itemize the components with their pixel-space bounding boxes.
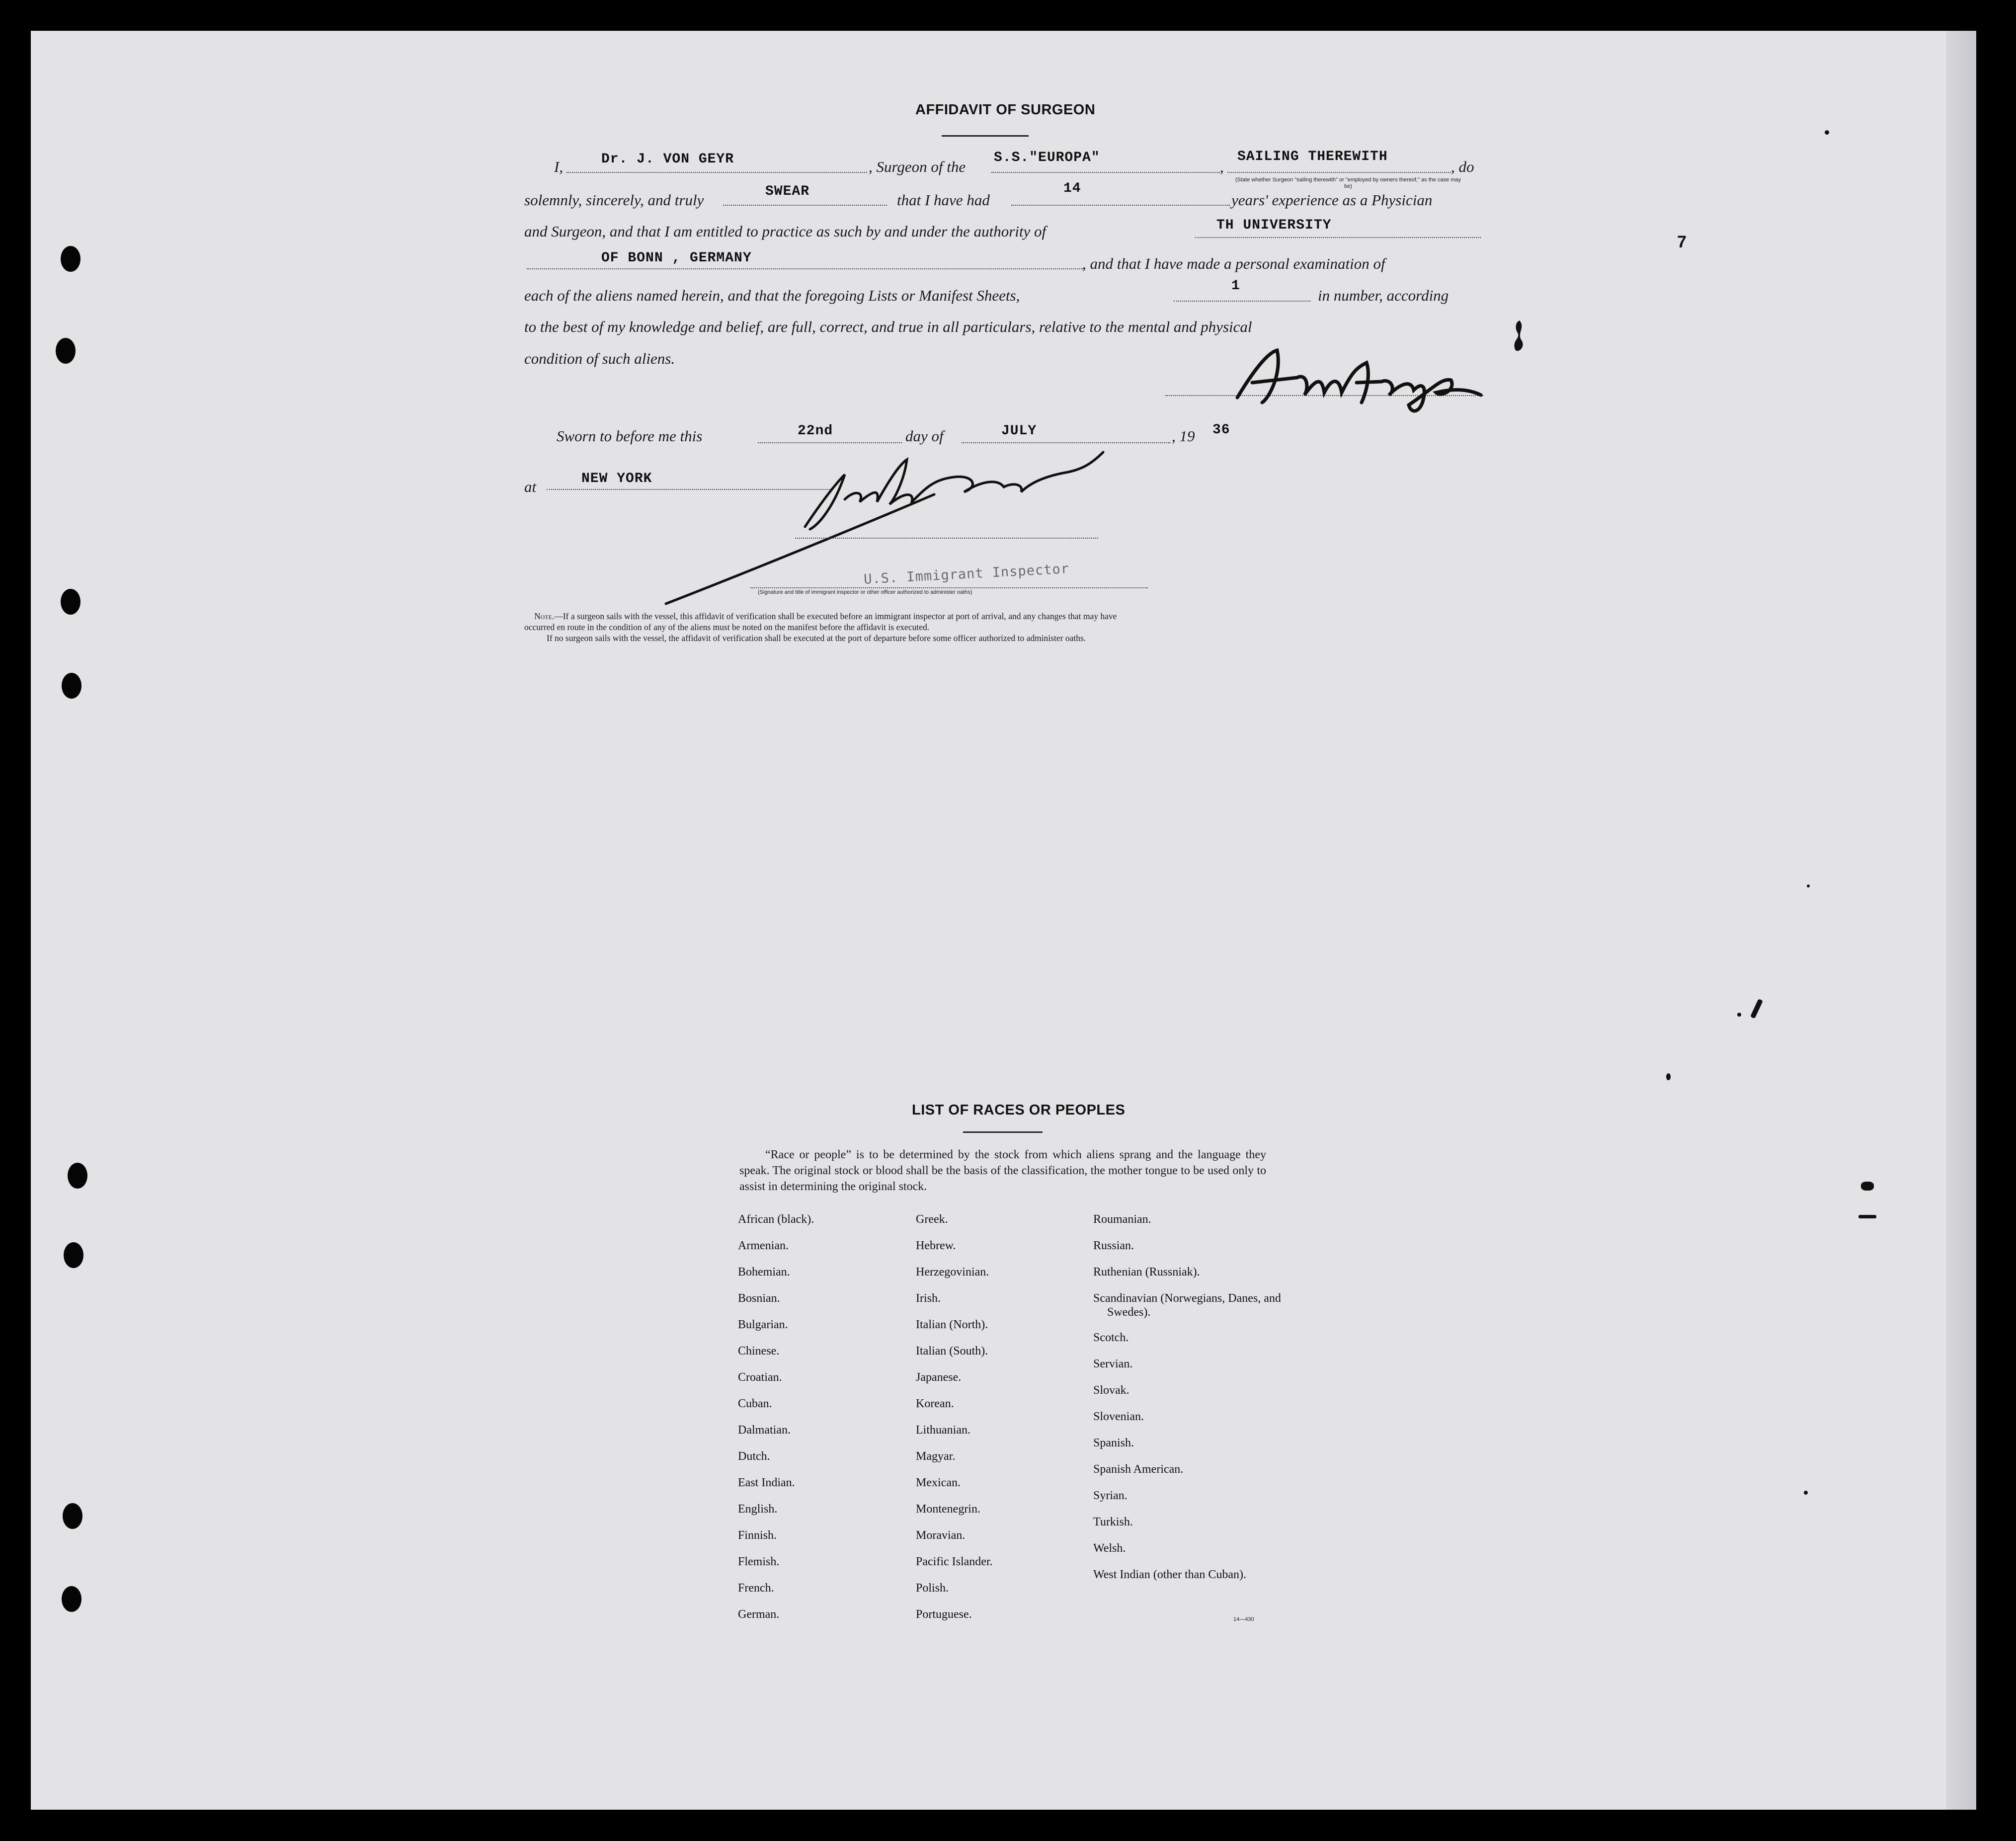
race-item: Slovak. [1093, 1384, 1129, 1397]
sheets-value: 1 [1231, 278, 1240, 294]
aliens-label: each of the aliens named herein, and that the foregoing Lists or Manifest Sheets, [524, 287, 1020, 304]
race-item: Irish. [916, 1292, 941, 1305]
experience-label: years' experience as a Physician [1231, 191, 1433, 209]
authority-value-1: TH UNIVERSITY [1216, 218, 1332, 233]
belief-label: to the best of my knowledge and belief, are full, correct, and true in all particulars, relative to the mental and physical [524, 318, 1252, 335]
page-mark: 7 [1677, 233, 1687, 251]
race-item: Chinese. [738, 1345, 780, 1358]
sailing-line [1227, 172, 1451, 173]
sailing-status: SAILING THEREWITH [1237, 149, 1388, 164]
race-item: Pacific Islander. [916, 1555, 993, 1568]
ink-blot [1511, 318, 1531, 358]
oath-word: SWEAR [765, 184, 810, 199]
note-label: Note. [534, 611, 555, 621]
inspector-caption: (Signature and title of immigrant inspector or other officer authorized to administer oaths) [758, 589, 972, 595]
authority-line-1 [1195, 237, 1481, 238]
title-rule [942, 135, 1029, 137]
race-item: Bosnian. [738, 1292, 780, 1305]
punch-hole [62, 1586, 81, 1612]
years-line [1011, 205, 1230, 206]
inspector-title-line [750, 587, 1148, 588]
sworn-day-line [758, 442, 902, 443]
sworn-label: Sworn to before me this [557, 427, 703, 445]
race-item: Bulgarian. [738, 1318, 788, 1331]
race-item: Scandinavian (Norwegians, Danes, and Swedes). [1093, 1292, 1281, 1319]
sheet-edge [1946, 31, 1976, 1810]
i-label: I, [554, 158, 564, 175]
race-item: Cuban. [738, 1397, 772, 1410]
race-item: English. [738, 1503, 778, 1516]
race-item: French. [738, 1582, 774, 1595]
year-suffix: 36 [1212, 422, 1230, 438]
race-item: West Indian (other than Cuban). [1093, 1568, 1246, 1581]
affidavit-title: AFFIDAVIT OF SURGEON [915, 102, 1096, 118]
races-title-rule [963, 1131, 1043, 1133]
surgeon-of-label: , Surgeon of the [869, 158, 966, 175]
note-line-1 [534, 611, 1117, 622]
inspector-stamp: U.S. Immigrant Inspector [863, 561, 1070, 587]
ink-speck [1861, 1182, 1874, 1191]
races-intro: “Race or people” is to be determined by the stock from which aliens sprang and the language they speak. The original stock or blood shall be the basis of the classification, the mother tongue to be used only to assist in determining the original stock. [739, 1148, 1266, 1193]
race-item: Japanese. [916, 1371, 962, 1384]
note-text-1: —If a surgeon sails with the vessel, this affidavit of verification shall be executed before an immigrant inspector at port of arrival, and any changes that may have [554, 611, 1117, 621]
race-item: Croatian. [738, 1371, 782, 1384]
race-item: Scotch. [1093, 1331, 1129, 1344]
sheets-line [1174, 301, 1310, 302]
punch-hole [61, 246, 81, 272]
sworn-month: JULY [1001, 423, 1037, 439]
race-item: Bohemian. [738, 1266, 790, 1279]
race-item: Flemish. [738, 1555, 780, 1568]
punch-hole [62, 673, 81, 699]
race-item: Italian (North). [916, 1318, 988, 1331]
surgeon-signature [1222, 343, 1501, 417]
ship-line [991, 172, 1220, 173]
surgeon-name-line [566, 172, 867, 173]
authority-label: and Surgeon, and that I am entitled to practice as such by and under the authority of [524, 223, 1047, 240]
ink-speck [1825, 130, 1829, 135]
punch-hole [56, 338, 76, 364]
race-item: Armenian. [738, 1239, 789, 1252]
race-item: Montenegrin. [916, 1503, 980, 1516]
years-value: 14 [1063, 181, 1081, 196]
race-item: Welsh. [1093, 1542, 1126, 1555]
inspector-signature-line [795, 538, 1098, 539]
note-line-3: If no surgeon sails with the vessel, the affidavit of verification shall be executed at the port of departure before some officer authorized to administer oaths. [547, 633, 1086, 643]
form-number: 14—430 [1233, 1616, 1254, 1622]
race-item: Korean. [916, 1397, 954, 1410]
punch-hole [68, 1163, 87, 1189]
punch-hole [64, 1242, 83, 1268]
race-item: Polish. [916, 1582, 949, 1595]
surgeon-name: Dr. J. VON GEYR [601, 152, 734, 167]
race-item: Hebrew. [916, 1239, 956, 1252]
race-item: Dutch. [738, 1450, 770, 1463]
race-item: German. [738, 1608, 780, 1621]
race-item: Servian. [1093, 1358, 1133, 1370]
ink-speck [1858, 1215, 1876, 1218]
sworn-day: 22nd [798, 423, 833, 439]
authority-line-2 [527, 268, 1083, 269]
number-label: in number, according [1318, 287, 1449, 304]
condition-label: condition of such aliens. [524, 350, 675, 367]
race-item: Herzegovinian. [916, 1266, 989, 1279]
authority-value-2: OF BONN , GERMANY [601, 250, 752, 266]
race-item: Slovenian. [1093, 1410, 1144, 1423]
state-note: (State whether Surgeon "sailing therewith" or "employed by owners thereof," as the case may be) [1235, 177, 1461, 189]
race-item: Syrian. [1093, 1489, 1128, 1502]
had-label: that I have had [897, 191, 990, 209]
oath-line [723, 205, 887, 206]
race-item: Spanish. [1093, 1437, 1134, 1449]
ship-comma: , [1220, 158, 1224, 175]
race-item: Magyar. [916, 1450, 956, 1463]
race-item: Finnish. [738, 1529, 777, 1542]
ink-speck [1737, 1013, 1741, 1017]
race-item: Turkish. [1093, 1516, 1133, 1528]
examination-label: , and that I have made a personal examination of [1082, 255, 1385, 272]
sworn-place: NEW YORK [581, 471, 652, 486]
race-item: African (black). [738, 1213, 814, 1226]
punch-hole [63, 1503, 82, 1529]
ship-name: S.S."EUROPA" [994, 150, 1100, 165]
race-item: Spanish American. [1093, 1463, 1184, 1476]
race-item: Dalmatian. [738, 1424, 791, 1437]
year-prefix: , 19 [1172, 427, 1195, 445]
sworn-month-line [962, 442, 1170, 443]
solemnly-label: solemnly, sincerely, and truly [524, 191, 704, 209]
ink-speck [1807, 884, 1810, 887]
race-item: Italian (South). [916, 1345, 988, 1358]
race-item: Roumanian. [1093, 1213, 1151, 1226]
day-of-label: day of [905, 427, 944, 445]
race-item: Greek. [916, 1213, 948, 1226]
race-item: Moravian. [916, 1529, 966, 1542]
race-item: Russian. [1093, 1239, 1134, 1252]
do-label: , do [1451, 158, 1474, 175]
race-item: Lithuanian. [916, 1424, 970, 1437]
note-line-2: occurred en route in the condition of any of the aliens must be noted on the manifest before the affidavit is executed. [524, 622, 930, 632]
ink-speck [1666, 1073, 1671, 1080]
race-item: Portuguese. [916, 1608, 972, 1621]
race-item: East Indian. [738, 1476, 795, 1489]
punch-hole [61, 589, 81, 615]
race-item: Mexican. [916, 1476, 961, 1489]
at-label: at [524, 478, 537, 495]
race-item: Ruthenian (Russniak). [1093, 1266, 1200, 1279]
races-title: LIST OF RACES OR PEOPLES [912, 1102, 1126, 1118]
ink-speck [1804, 1491, 1808, 1495]
